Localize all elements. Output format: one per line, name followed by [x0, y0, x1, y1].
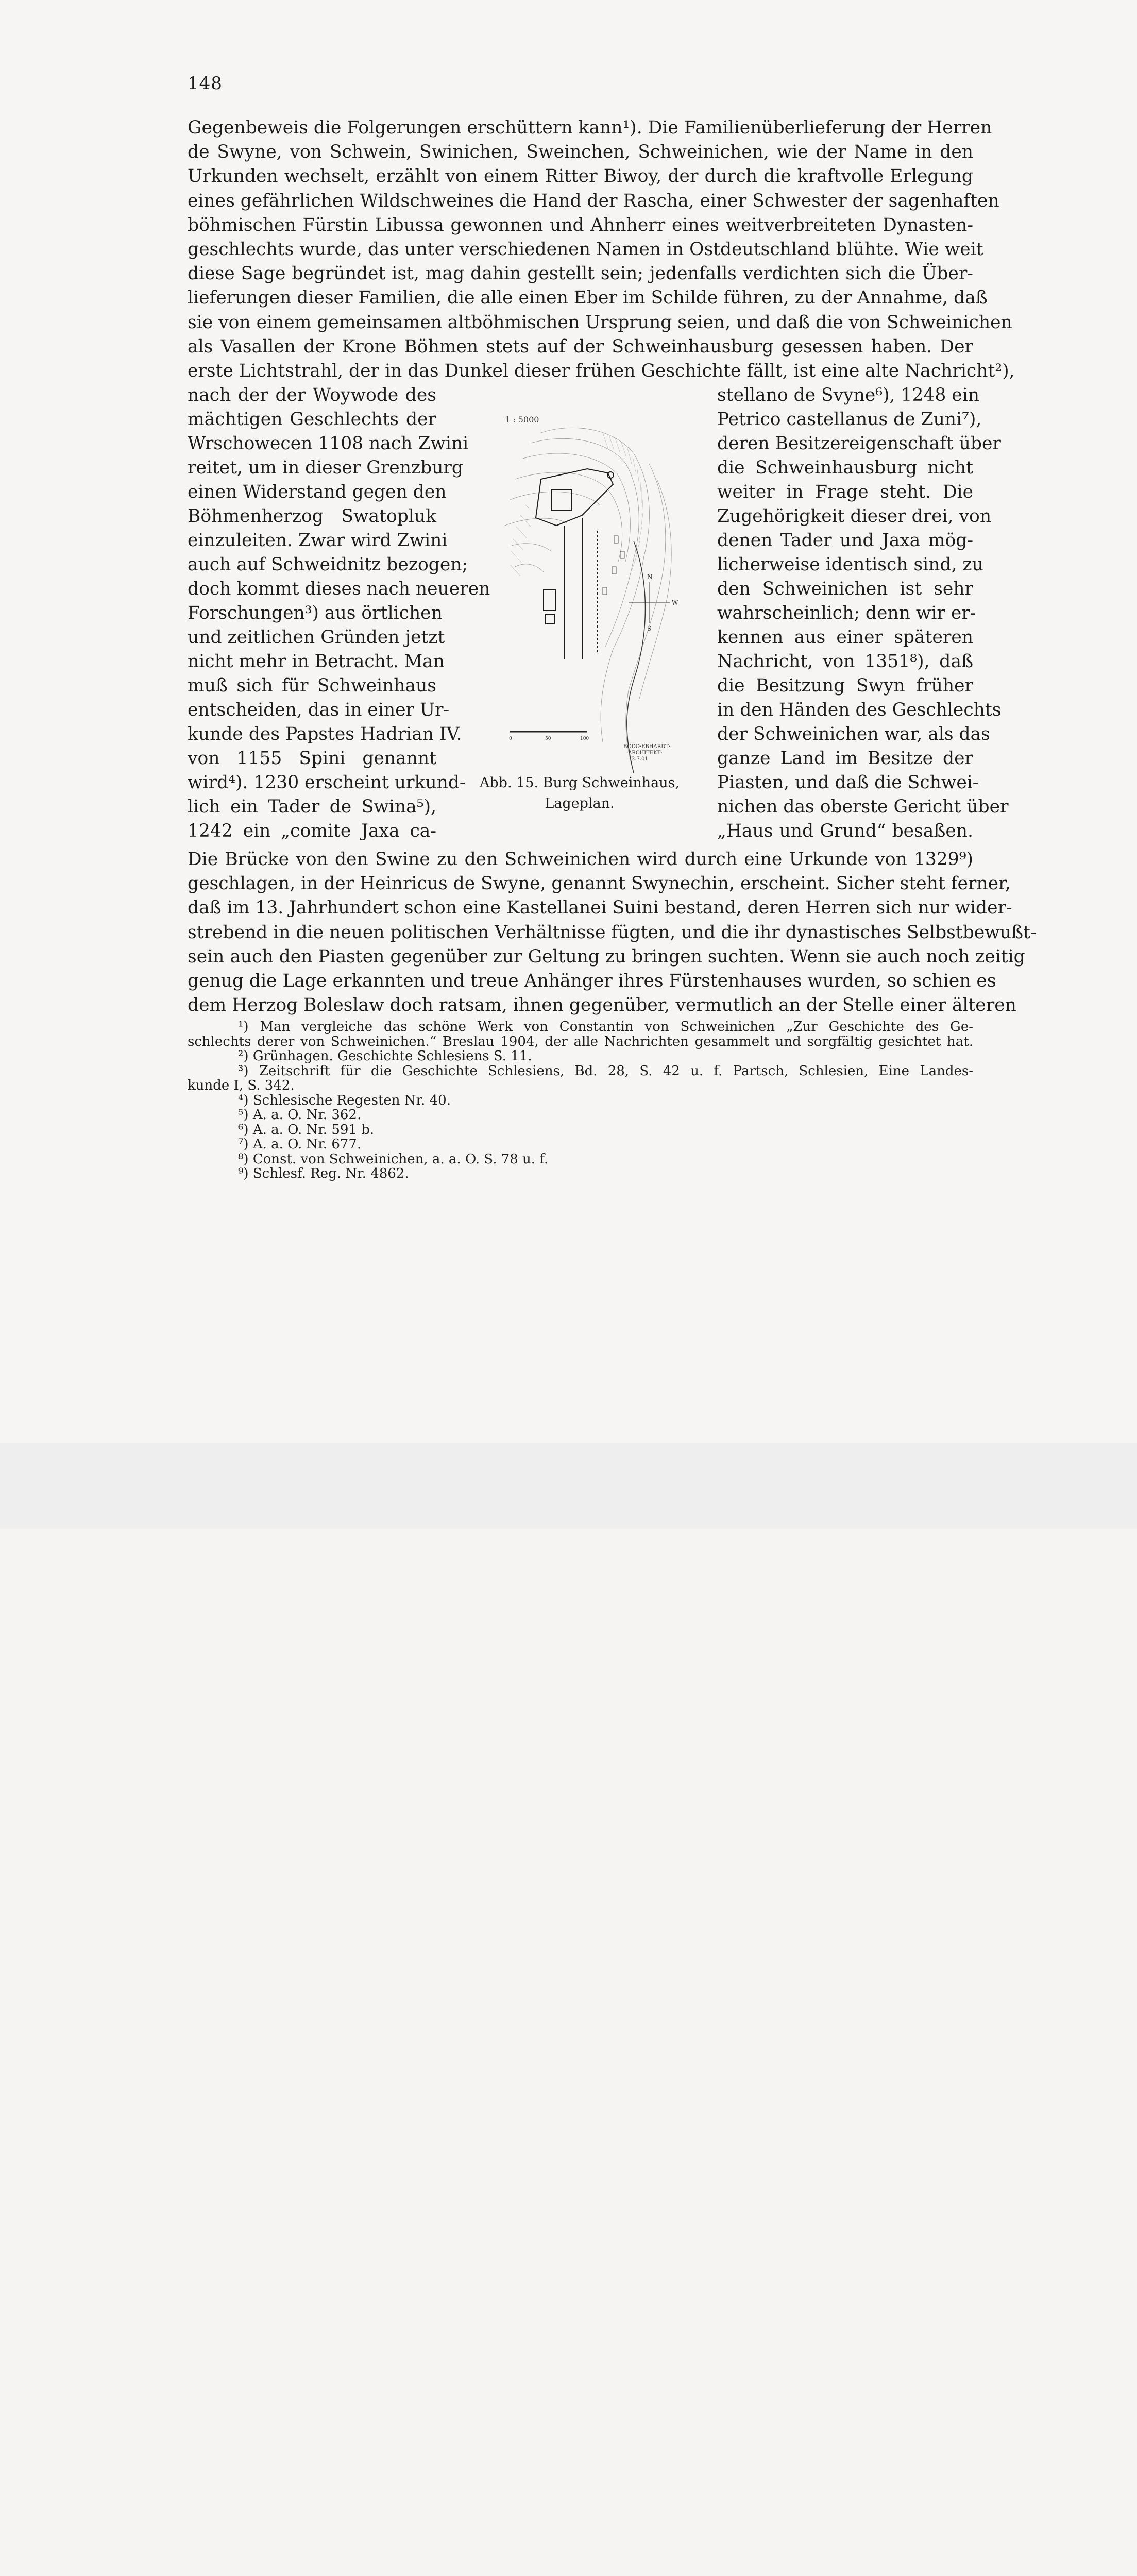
text-line: Die Brücke von den Swine zu den Schweinichen wird durch eine Urkunde von 1329⁹): [188, 849, 973, 870]
text-line: de Swyne, von Schwein, Swinichen, Sweinchen, Schweinichen, wie der Name in den: [188, 142, 973, 163]
scale-label: 1 : 5000: [505, 415, 539, 425]
column-text-line: nicht mehr in Betracht. Man: [188, 651, 445, 672]
footnote-line: ³) Zeitschrift für die Geschichte Schlesiens, Bd. 28, S. 42 u. f. Partsch, Schlesien, Eine Landes-: [238, 1063, 973, 1079]
column-text-line: lich ein Tader de Swina⁵),: [188, 796, 436, 817]
text-line: böhmischen Fürstin Libussa gewonnen und Ahnherr eines weitverbreiteten Dynasten-: [188, 214, 973, 235]
column-text-line: den Schweinichen ist sehr: [717, 579, 973, 599]
column-text-line: doch kommt dieses nach neueren: [188, 579, 490, 599]
scale-bar-hundred: 100: [580, 736, 589, 741]
castle-outline: [536, 469, 614, 659]
page-number: 148: [188, 73, 223, 94]
column-text-line: nichen das oberste Gericht über: [717, 796, 1009, 817]
road-marks: [603, 536, 624, 595]
text-line: strebend in die neuen politischen Verhältnisse fügten, und die ihr dynastisches Selbstbewußt-: [188, 922, 1037, 943]
column-text-line: Petrico castellanus de Zuni⁷),: [717, 409, 982, 430]
column-text-line: „Haus und Grund“ besaßen.: [717, 821, 973, 841]
column-text-line: Forschungen³) aus örtlichen: [188, 603, 443, 623]
column-text-line: kennen aus einer späteren: [717, 627, 973, 648]
column-text-line: der Schweinichen war, als das: [717, 724, 990, 744]
footnote-line: ⁹) Schlesf. Reg. Nr. 4862.: [238, 1166, 409, 1181]
column-text-line: ganze Land im Besitze der: [717, 748, 973, 769]
castle-site-plan: [479, 412, 701, 783]
text-line: eines gefährlichen Wildschweines die Hand der Rascha, einer Schwester der sagenhaften: [188, 190, 999, 211]
column-text-line: nach der der Woywode des: [188, 385, 436, 405]
viewer-footer: [0, 1443, 1137, 1529]
text-line: diese Sage begründet ist, mag dahin gestellt sein; jedenfalls verdichten sich die Über-: [188, 263, 973, 284]
compass-rose: [629, 582, 670, 623]
text-column-right: [717, 383, 1009, 843]
column-text-line: wahrscheinlich; denn wir er-: [717, 603, 976, 623]
column-text-line: Wrschowecen 1108 nach Zwini: [188, 433, 469, 454]
footnote-line: schlechts derer von Schweinichen.“ Breslau 1904, der alle Nachrichten gesammelt und sorgfältig gesichtet hat.: [188, 1033, 973, 1049]
text-line: als Vasallen der Krone Böhmen stets auf der Schweinhausburg gesessen haben. Der: [188, 336, 973, 357]
column-text-line: einzuleiten. Zwar wird Zwini: [188, 530, 448, 551]
figure-caption: [469, 773, 690, 814]
text-line: erste Lichtstrahl, der in das Dunkel dieser frühen Geschichte fällt, ist eine alte Nachricht²),: [188, 361, 1015, 381]
column-text-line: auch auf Schweidnitz bezogen;: [188, 554, 468, 575]
column-text-line: licherweise identisch sind, zu: [717, 554, 983, 575]
architect-title: ·ARCHITEKT·: [626, 750, 663, 756]
architect-date: 2.7.01: [632, 756, 648, 762]
scale-bar-zero: 0: [509, 736, 512, 741]
compass-south-label: S: [647, 625, 652, 632]
terrain-hatching: [505, 428, 671, 773]
column-text-line: 1242 ein „comite Jaxa ca-: [188, 821, 436, 841]
footnote-line: ⁴) Schlesische Regesten Nr. 40.: [238, 1092, 451, 1108]
column-text-line: muß sich für Schweinhaus: [188, 675, 436, 696]
column-text-line: entscheiden, das in einer Ur-: [188, 700, 450, 720]
column-text-line: Zugehörigkeit dieser drei, von: [717, 506, 992, 527]
text-line: Gegenbeweis die Folgerungen erschüttern kann¹). Die Familienüberlieferung der Herren: [188, 117, 992, 138]
scale-bar-fifty: 50: [545, 736, 551, 741]
column-text-line: Böhmenherzog Swatopluk: [188, 506, 436, 527]
column-text-line: mächtigen Geschlechts der: [188, 409, 436, 430]
footnote-line: kunde I, S. 342.: [188, 1078, 295, 1093]
text-line: geschlechts wurde, das unter verschiedenen Namen in Ostdeutschland blühte. Wie weit: [188, 239, 983, 260]
road-curve: [627, 541, 646, 773]
column-text-line: wird⁴). 1230 erscheint urkund-: [188, 772, 466, 793]
column-text-line: kunde des Papstes Hadrian IV.: [188, 724, 462, 744]
text-line: daß im 13. Jahrhundert schon eine Kastellanei Suini bestand, deren Herren sich nur wider-: [188, 897, 1012, 919]
text-line: genug die Lage erkannten und treue Anhänger ihres Fürstenhauses wurden, so schien es: [188, 971, 996, 991]
column-text-line: einen Widerstand gegen den: [188, 482, 447, 502]
footnote-line: ²) Grünhagen. Geschichte Schlesiens S. 11.: [238, 1048, 532, 1064]
footnote-line: ¹) Man vergleiche das schöne Werk von Constantin von Schweinichen „Zur Geschichte des Ge-: [238, 1019, 973, 1035]
column-text-line: reitet, um in dieser Grenzburg: [188, 457, 464, 478]
column-text-line: in den Händen des Geschlechts: [717, 700, 1002, 720]
compass-west-label: W: [672, 599, 678, 606]
column-text-line: weiter in Frage steht. Die: [717, 482, 973, 502]
column-text-line: von 1155 Spini genannt: [188, 748, 436, 769]
architect-name: BODO·EBHARDT·: [623, 744, 671, 750]
footnote-line: ⁵) A. a. O. Nr. 362.: [238, 1107, 362, 1123]
text-column-left: [188, 383, 490, 843]
column-text-line: stellano de Svyne⁶), 1248 ein: [717, 385, 979, 405]
column-text-line: deren Besitzereigenschaft über: [717, 433, 1001, 454]
footnote-line: ⁸) Const. von Schweinichen, a. a. O. S. 78 u. f.: [238, 1151, 549, 1167]
text-line: geschlagen, in der Heinricus de Swyne, genannt Swynechin, erscheint. Sicher steht ferner,: [188, 873, 1011, 894]
footnote-line: ⁷) A. a. O. Nr. 677.: [238, 1137, 362, 1152]
column-text-line: die Besitzung Swyn früher: [717, 675, 973, 696]
hatch-lines: [510, 433, 643, 576]
text-line: Urkunden wechselt, erzählt von einem Ritter Biwoy, der durch die kraftvolle Erlegung: [188, 166, 973, 187]
column-text-line: Piasten, und daß die Schwei-: [717, 772, 979, 793]
compass-north-label: N: [647, 573, 653, 581]
caption-line-1: Abb. 15. Burg Schweinhaus,: [479, 775, 680, 791]
text-line: sie von einem gemeinsamen altböhmischen Ursprung seien, und daß die von Schweinichen: [188, 312, 1012, 333]
footnote-line: ⁶) A. a. O. Nr. 591 b.: [238, 1122, 375, 1138]
column-text-line: denen Tader und Jaxa mög-: [717, 530, 973, 551]
column-text-line: und zeitlichen Gründen jetzt: [188, 627, 445, 648]
column-text-line: die Schweinhausburg nicht: [717, 457, 973, 478]
text-line: lieferungen dieser Familien, die alle einen Eber im Schilde führen, zu der Annahme, daß: [188, 287, 988, 309]
site-plan-figure: [479, 412, 701, 783]
text-line: sein auch den Piasten gegenüber zur Geltung zu bringen suchten. Wenn sie auch noch zeitig: [188, 946, 1025, 967]
caption-line-2: Lageplan.: [545, 795, 615, 811]
column-text-line: Nachricht, von 1351⁸), daß: [717, 651, 973, 672]
text-line: dem Herzog Boleslaw doch ratsam, ihnen gegenüber, vermutlich an der Stelle einer älteren: [188, 995, 1016, 1016]
